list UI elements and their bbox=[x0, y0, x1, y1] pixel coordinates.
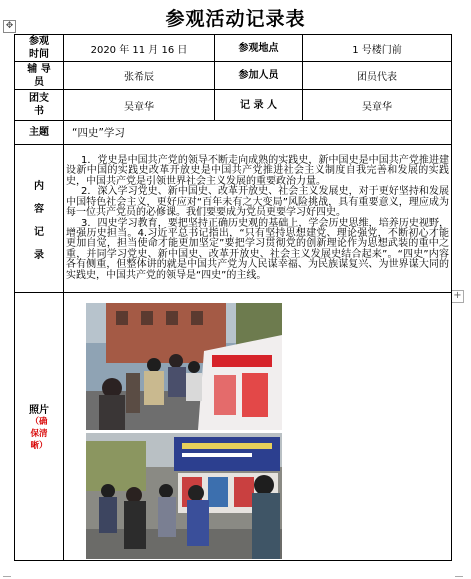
content-paragraph: 1．党史是中国共产党的领导不断走向成熟的实践史，新中国史是中国共产党推进建设新中国的实践史改革开放史是中国共产党推进社会主义制度自我完善和发展的实践史，中国共产党是引领世界社会主义发展的重要政治力量。 bbox=[66, 155, 449, 187]
secretary-label bbox=[15, 90, 64, 121]
page-title: 参观活动记录表 bbox=[165, 8, 306, 30]
guide-label-text: 辅 导 员 bbox=[27, 63, 51, 88]
recorder-value[interactable]: 吴章华 bbox=[303, 90, 452, 121]
photo-note bbox=[17, 416, 61, 452]
secretary-label-text: 团支 书 bbox=[29, 93, 49, 117]
table-move-handle-icon[interactable]: ✥ bbox=[3, 20, 16, 33]
participants-label: 参加人员 bbox=[215, 62, 303, 90]
content-label-char: 录 bbox=[34, 249, 44, 261]
time-label-text: 参观 时间 bbox=[29, 36, 49, 60]
content-label-char: 容 bbox=[34, 203, 44, 215]
photo-visit-1 bbox=[86, 303, 282, 430]
photo-label-cell bbox=[15, 293, 64, 561]
photo-note-line: 保清 bbox=[30, 429, 48, 439]
theme-label: 主题 bbox=[15, 121, 64, 145]
photo-label: 照片 bbox=[29, 405, 49, 416]
content-label-char: 内 bbox=[34, 180, 44, 192]
theme-value[interactable]: “四史”学习 bbox=[64, 121, 452, 145]
secretary-value[interactable]: 吴章华 bbox=[64, 90, 215, 121]
guide-label bbox=[15, 62, 64, 90]
time-value[interactable]: 2020 年 11 月 16 日 bbox=[64, 35, 215, 62]
photo-note-line: 晰） bbox=[30, 441, 48, 451]
content-paragraph: 3．四史学习教育，要把坚持正确历史观的基础上，学会历史思维，培养历史视野，增强历史担当。4.习近平总书记指出，“只有坚持思想建党、理论强党，不断初心才能更加自觉，担当使命才能更加坚定”要把学习贯彻党的创新理论作为思想武装的重中之重，并同学习党史、新中国史、改革开放史、社会主义发展史结合起来”。“四史”内容各有侧重，但整体讲的就是中国共产党为人民谋幸福、为民族谋复兴、为世界谋大同的实践史，中国共产党的领导是“四史”的主线。 bbox=[66, 217, 449, 281]
content-label-char: 记 bbox=[34, 226, 44, 238]
recorder-label: 记 录 人 bbox=[215, 90, 303, 121]
page-corner-mark bbox=[3, 570, 11, 577]
time-label bbox=[15, 35, 64, 62]
photo-visit-2 bbox=[86, 433, 282, 559]
page-corner-mark bbox=[455, 570, 463, 577]
participants-value[interactable]: 团员代表 bbox=[303, 62, 452, 90]
content-label bbox=[15, 145, 64, 293]
place-label: 参观地点 bbox=[215, 35, 303, 62]
place-value[interactable]: 1 号楼门前 bbox=[303, 35, 452, 62]
photo-note-line: （确 bbox=[30, 417, 48, 427]
add-row-icon[interactable]: + bbox=[451, 290, 464, 303]
photo-visit-1-image bbox=[86, 303, 282, 430]
content-paragraph: 2．深入学习党史、新中国史、改革开放史、社会主义发展史，对于更好坚持和发展中国特色社会主义，更好应对“百年未有之大变局”风险挑战，具有重要意义，理应成为每一位共产党员的必修课。我们要要成为党员更要学习好四史。 bbox=[66, 186, 449, 219]
content-text[interactable] bbox=[64, 145, 452, 293]
photo-visit-2-image bbox=[86, 433, 282, 559]
guide-value[interactable]: 张希辰 bbox=[64, 62, 215, 90]
